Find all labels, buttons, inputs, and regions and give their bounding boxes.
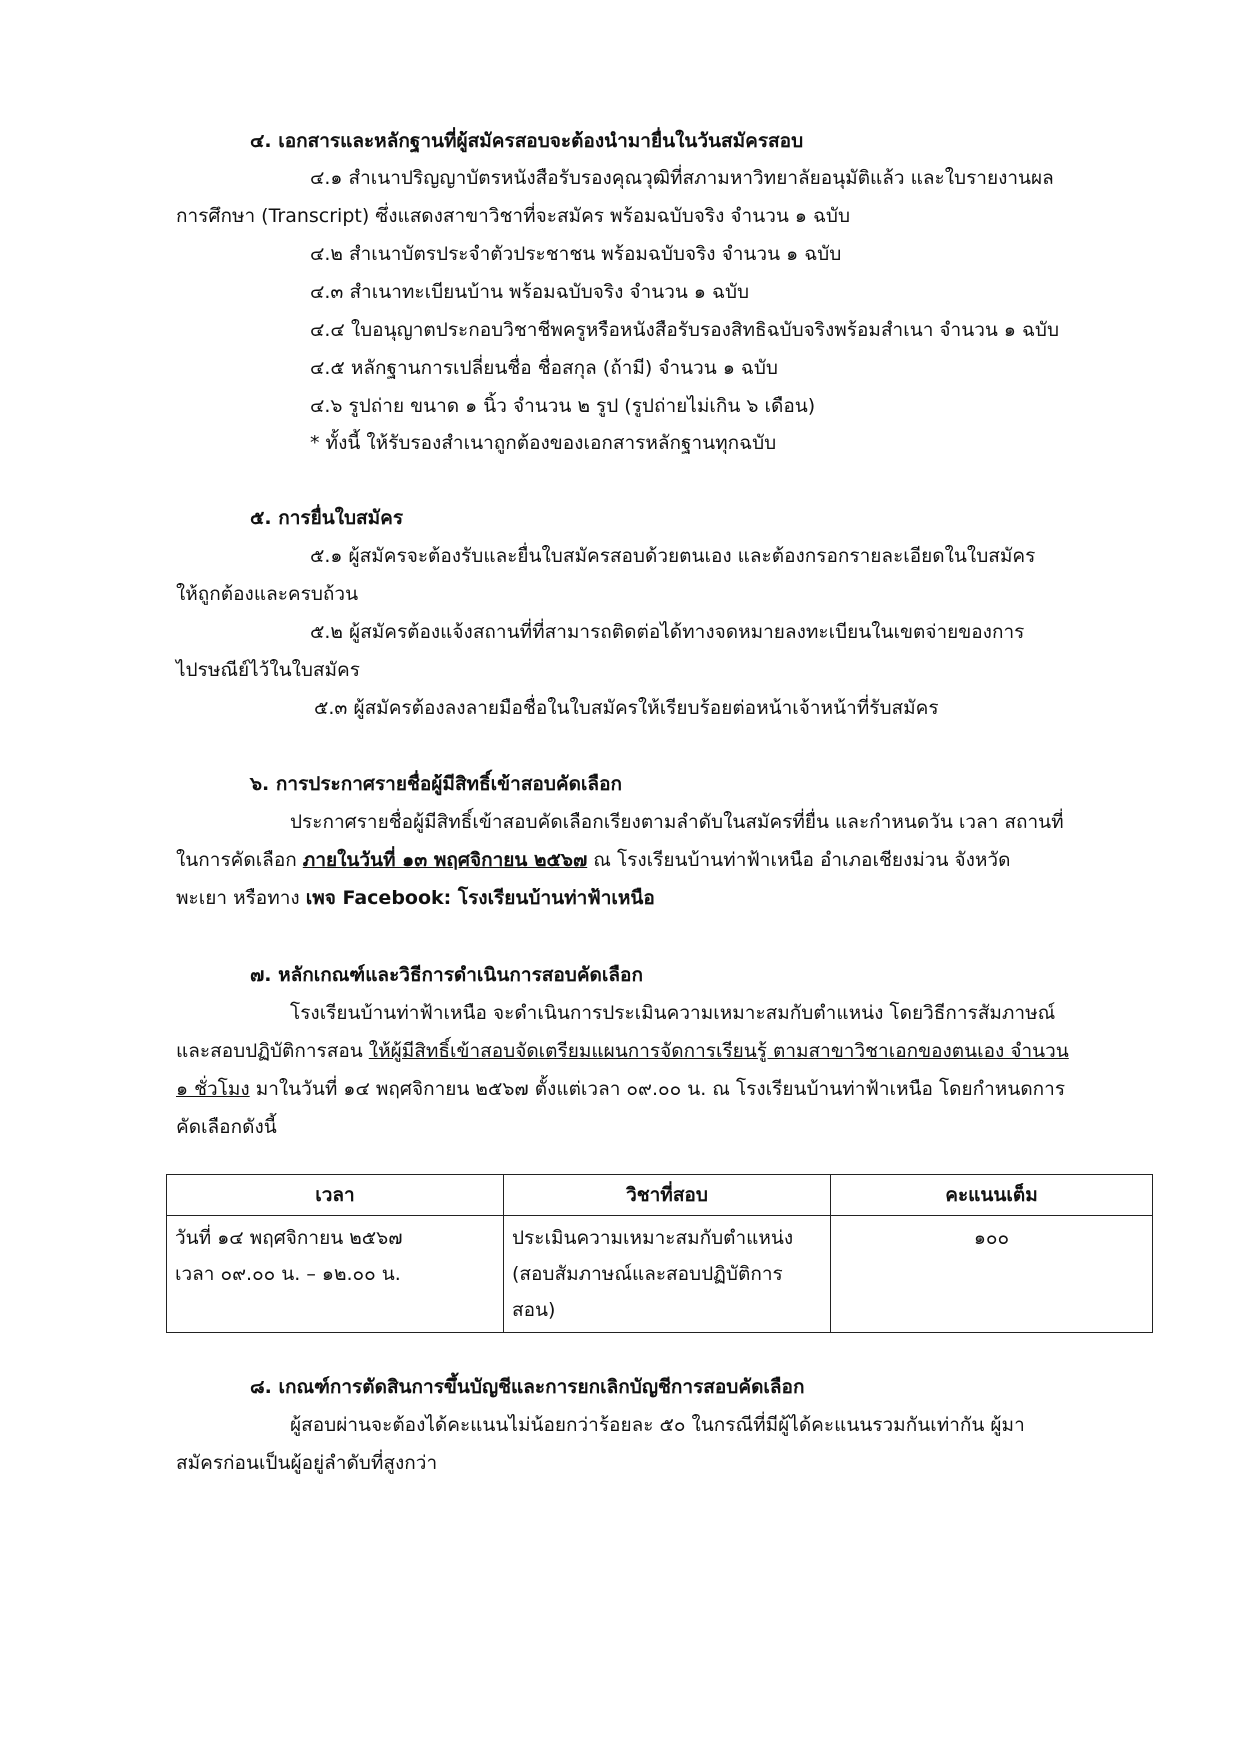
cell-time-date: วันที่ ๑๔ พฤศจิกายน ๒๕๖๗	[175, 1227, 403, 1249]
section-6-line-1: ประกาศรายชื่อผู้มีสิทธิ์เข้าสอบคัดเลือกเรียงตามลำดับในสมัครที่ยื่น และกำหนดวัน เวลา สถานที่	[290, 811, 1064, 833]
cell-subject-line-3: สอน)	[512, 1299, 556, 1321]
section-4-item-1-line-2: การศึกษา (Transcript) ซึ่งแสดงสาขาวิชาที่จะสมัคร พร้อมฉบับจริง จำนวน ๑ ฉบับ	[176, 205, 851, 227]
section-8-line-1: ผู้สอบผ่านจะต้องได้คะแนนไม่น้อยกว่าร้อยละ ๕๐ ในกรณีที่มีผู้ได้คะแนนรวมกันเท่ากัน ผู้มา	[290, 1414, 1025, 1436]
section-6-line-2-start: ในการคัดเลือก	[176, 849, 303, 871]
section-4-item-2: ๔.๒ สำเนาบัตรประจำตัวประชาชน พร้อมฉบับจริง จำนวน ๑ ฉบับ	[310, 243, 842, 265]
section-6-line-2-end: ณ โรงเรียนบ้านท่าฟ้าเหนือ อำเภอเชียงม่วน จังหวัด	[587, 849, 1011, 871]
exam-schedule-table	[166, 1174, 1153, 1333]
section-8-line-2: สมัครก่อนเป็นผู้อยู่ลำดับที่สูงกว่า	[176, 1452, 438, 1474]
section-4-item-5: ๔.๕ หลักฐานการเปลี่ยนชื่อ ชื่อสกุล (ถ้ามี) จำนวน ๑ ฉบับ	[310, 357, 778, 379]
section-7-line-3-end: มาในวันที่ ๑๔ พฤศจิกายน ๒๕๖๗ ตั้งแต่เวลา ๐๙.๐๐ น. ณ โรงเรียนบ้านท่าฟ้าเหนือ โดยกำหนดการ	[249, 1078, 1066, 1100]
cell-subject-line-1: ประเมินความเหมาะสมกับตำแหน่ง	[512, 1227, 794, 1249]
section-8-heading: ๘. เกณฑ์การตัดสินการขึ้นบัญชีและการยกเลิกบัญชีการสอบคัดเลือก	[250, 1376, 805, 1398]
section-6-line-3-start: พะเยา หรือทาง	[176, 887, 306, 909]
section-6-line-3	[176, 885, 655, 911]
section-5-item-1-line-2: ให้ถูกต้องและครบถ้วน	[176, 583, 359, 605]
header-subject: วิชาที่สอบ	[504, 1175, 831, 1216]
table-row	[167, 1216, 1153, 1333]
section-6-heading: ๖. การประกาศรายชื่อผู้มีสิทธิ์เข้าสอบคัดเลือก	[250, 773, 622, 795]
section-7-line-1: โรงเรียนบ้านท่าฟ้าเหนือ จะดำเนินการประเมินความเหมาะสมกับตำแหน่ง โดยวิธีการสัมภาษณ์	[290, 1002, 1056, 1024]
section-4-item-4: ๔.๔ ใบอนุญาตประกอบวิชาชีพครูหรือหนังสือรับรองสิทธิฉบับจริงพร้อมสำเนา จำนวน ๑ ฉบับ	[310, 319, 1060, 341]
section-7-heading: ๗. หลักเกณฑ์และวิธีการดำเนินการสอบคัดเลือก	[250, 964, 643, 986]
section-7-line-2	[176, 1038, 1069, 1064]
section-5-heading: ๕. การยื่นใบสมัคร	[250, 507, 404, 529]
section-4-heading: ๔. เอกสารและหลักฐานที่ผู้สมัครสอบจะต้องนำมายื่นในวันสมัครสอบ	[250, 130, 804, 152]
section-4-item-6: ๔.๖ รูปถ่าย ขนาด ๑ นิ้ว จำนวน ๒ รูป (รูปถ่ายไม่เกิน ๖ เดือน)	[310, 395, 816, 417]
section-7-line-2-start: และสอบปฏิบัติการสอน	[176, 1040, 369, 1062]
header-time: เวลา	[167, 1175, 504, 1216]
section-4-item-1-line-1: ๔.๑ สำเนาปริญญาบัตรหนังสือรับรองคุณวุฒิที่สภามหาวิทยาลัยอนุมัติแล้ว และใบรายงานผล	[310, 167, 1054, 189]
cell-time-hours: เวลา ๐๙.๐๐ น. – ๑๒.๐๐ น.	[175, 1263, 401, 1285]
announcement-date: ภายในวันที่ ๑๓ พฤศจิกายน ๒๕๖๗	[302, 849, 588, 871]
section-7-line-4: คัดเลือกดังนี้	[176, 1116, 277, 1138]
cell-score: ๑๐๐	[831, 1216, 1153, 1333]
header-full-score: คะแนนเต็ม	[831, 1175, 1153, 1216]
facebook-page-name: เพจ Facebook: โรงเรียนบ้านท่าฟ้าเหนือ	[305, 887, 655, 909]
section-4-item-3: ๔.๓ สำเนาทะเบียนบ้าน พร้อมฉบับจริง จำนวน ๑ ฉบับ	[310, 281, 750, 303]
section-4-note: * ทั้งนี้ ให้รับรองสำเนาถูกต้องของเอกสารหลักฐานทุกฉบับ	[310, 432, 777, 454]
lesson-plan-requirement: ให้ผู้มีสิทธิ์เข้าสอบจัดเตรียมแผนการจัดการเรียนรู้ ตามสาขาวิชาเอกของตนเอง จำนวน	[368, 1040, 1069, 1062]
section-5-item-2-line-1: ๕.๒ ผู้สมัครต้องแจ้งสถานที่ที่สามารถติดต่อได้ทางจดหมายลงทะเบียนในเขตจ่ายของการ	[310, 621, 1025, 643]
section-6-line-2	[176, 847, 1010, 873]
lesson-duration: ๑ ชั่วโมง	[176, 1078, 250, 1100]
section-5-item-2-line-2: ไปรษณีย์ไว้ในใบสมัคร	[176, 659, 360, 681]
section-5-item-3: ๕.๓ ผู้สมัครต้องลงลายมือชื่อในใบสมัครให้เรียบร้อยต่อหน้าเจ้าหน้าที่รับสมัคร	[314, 697, 939, 719]
table-header-row	[167, 1175, 1153, 1216]
section-5-item-1-line-1: ๕.๑ ผู้สมัครจะต้องรับและยื่นใบสมัครสอบด้วยตนเอง และต้องกรอกรายละเอียดในใบสมัคร	[310, 545, 1036, 567]
cell-subject	[504, 1216, 831, 1333]
section-7-line-3	[176, 1076, 1065, 1102]
cell-subject-line-2: (สอบสัมภาษณ์และสอบปฏิบัติการ	[512, 1263, 783, 1285]
cell-time	[167, 1216, 504, 1333]
